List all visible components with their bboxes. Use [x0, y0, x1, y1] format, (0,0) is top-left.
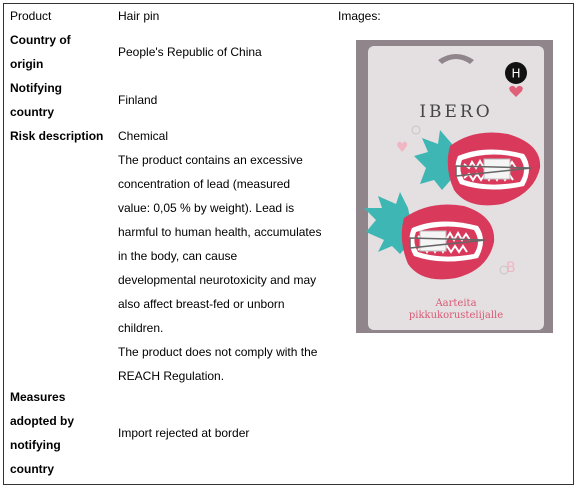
pattern-mark: ♥: [396, 140, 409, 156]
risk-line: concentration of lead (measured: [118, 177, 291, 191]
risk-description: [118, 124, 321, 388]
measures-label: [10, 385, 74, 481]
product-photo: [356, 40, 553, 333]
risk-line: in the body, can cause: [118, 249, 238, 263]
risk-line: value: 0,05 % by weight). Lead is: [118, 201, 295, 215]
risk-line: REACH Regulation.: [118, 369, 225, 383]
card-caption-line-1: Aarteita: [435, 298, 477, 309]
notifying-value: Finland: [118, 93, 158, 107]
risk-line: The product contains an excessive: [118, 153, 303, 167]
risk-label: Risk description: [10, 129, 104, 143]
images-label: Images:: [338, 9, 381, 23]
card-caption-line-2: pikkukorustelijalle: [408, 310, 504, 321]
risk-line: harmful to human health, accumulates: [118, 225, 322, 239]
risk-line: also affect breast-fed or unborn: [118, 297, 285, 311]
measures-label-line-3: notifying: [10, 438, 61, 452]
product-label: Product: [10, 9, 52, 23]
notifying-label-line-1: Notifying: [10, 81, 62, 95]
origin-value: People's Republic of China: [118, 45, 262, 59]
brand-name: IBERO: [419, 102, 493, 122]
pattern-mark: B: [506, 260, 516, 276]
origin-label-line-1: Country of: [10, 33, 71, 47]
risk-type: Chemical: [118, 129, 169, 143]
measures-label-line-2: adopted by: [10, 414, 75, 428]
origin-label-line-2: origin: [10, 57, 44, 71]
risk-line: developmental neurotoxicity and may: [118, 273, 317, 287]
measures-label-line-4: country: [10, 462, 55, 476]
risk-line: The product does not comply with the: [118, 345, 318, 359]
notifying-label: [10, 76, 62, 124]
product-value: Hair pin: [118, 9, 160, 23]
notifying-label-line-2: country: [10, 105, 55, 119]
risk-line: children.: [118, 321, 164, 335]
product-info-table: [3, 3, 574, 485]
measures-value: Import rejected at border: [118, 426, 250, 440]
product-photo-svg: [356, 40, 553, 333]
badge-letter: H: [511, 66, 521, 81]
origin-label: [10, 28, 71, 76]
measures-label-line-1: Measures: [10, 390, 66, 404]
